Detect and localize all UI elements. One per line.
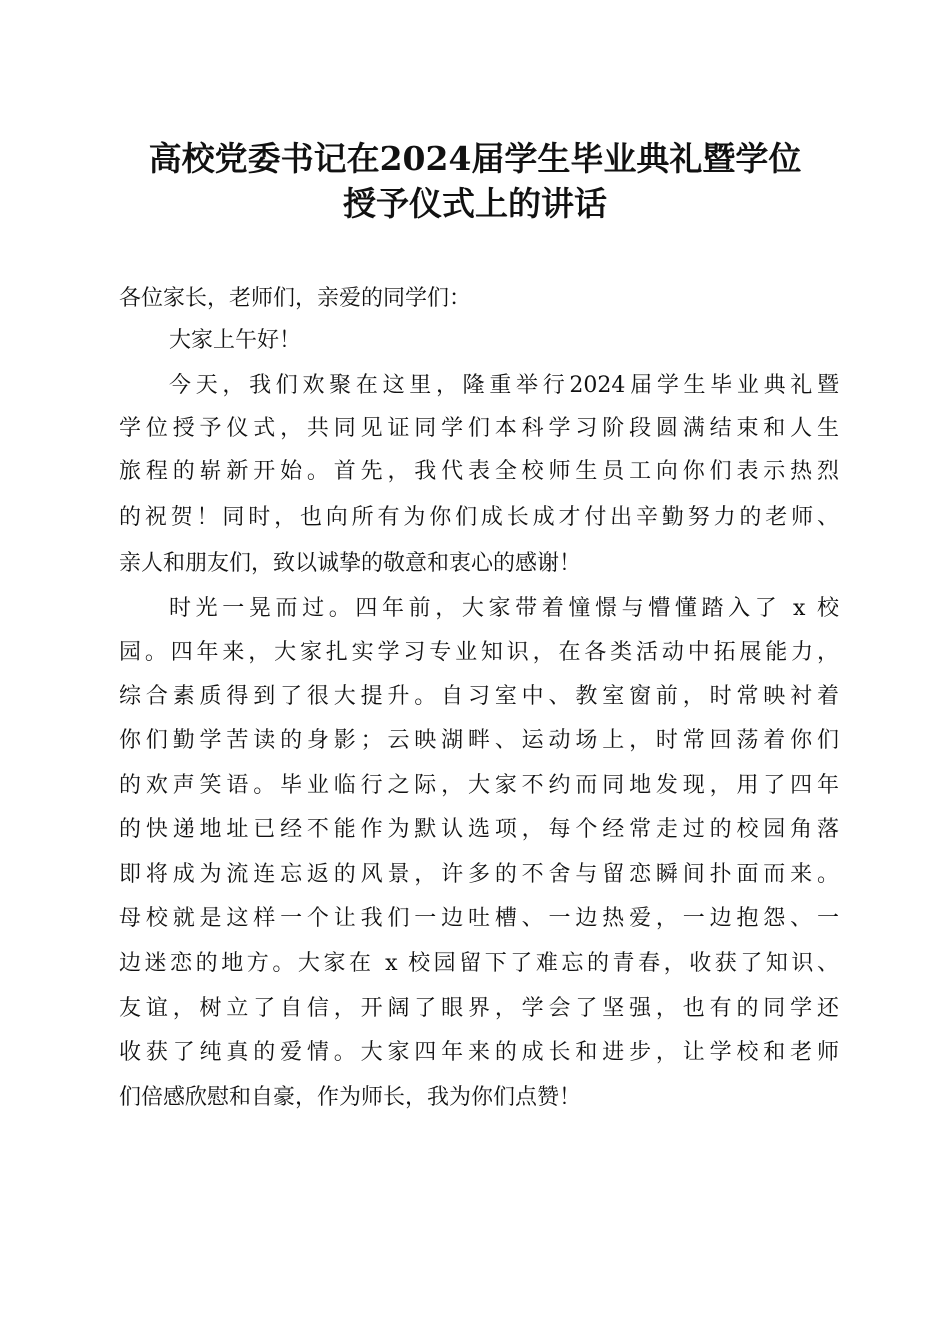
paragraph-1-line-2: 学位授予仪式，共同见证同学们本科学习阶段圆满结束和人生 (119, 416, 839, 441)
paragraph-2-line-7: 即将成为流连忘返的风景，许多的不舍与留恋瞬间扑面而来。 (119, 862, 839, 887)
paragraph-2-line-1: 时光一晃而过。四年前，大家带着憧憬与懵懂踏入了 x 校 (169, 596, 839, 621)
paragraph-2-line-10: 友谊，树立了自信，开阔了眼界，学会了坚强，也有的同学还 (119, 996, 839, 1021)
document-title-line-1: 高校党委书记在2024届学生毕业典礼暨学位 (148, 139, 802, 178)
paragraph-2-line-5: 的欢声笑语。毕业临行之际，大家不约而同地发现，用了四年 (119, 773, 839, 798)
paragraph-2-line-9: 边迷恋的地方。大家在 x 校园留下了难忘的青春，收获了知识、 (119, 951, 839, 976)
paragraph-2-line-12: 们倍感欣慰和自豪，作为师长，我为你们点赞！ (119, 1085, 582, 1110)
paragraph-2-line-8: 母校就是这样一个让我们一边吐槽、一边热爱，一边抱怨、一 (119, 906, 839, 931)
salutation: 各位家长，老师们，亲爱的同学们： (119, 286, 472, 311)
paragraph-1-line-3: 旅程的崭新开始。首先，我代表全校师生员工向你们表示热烈 (119, 459, 839, 484)
paragraph-2-line-2: 园。四年来，大家扎实学习专业知识，在各类活动中拓展能力， (119, 640, 839, 665)
document-title-line-2: 授予仪式上的讲话 (343, 184, 607, 223)
paragraph-2-line-11: 收获了纯真的爱情。大家四年来的成长和进步，让学校和老师 (119, 1040, 839, 1065)
paragraph-1-line-5: 亲人和朋友们，致以诚挚的敬意和衷心的感谢！ (119, 551, 582, 576)
greeting: 大家上午好！ (169, 328, 302, 353)
paragraph-1-line-4: 的祝贺！同时，也向所有为你们成长成才付出辛勤努力的老师、 (119, 505, 839, 530)
paragraph-2-line-6: 的快递地址已经不能作为默认选项，每个经常走过的校园角落 (119, 817, 839, 842)
paragraph-2-line-3: 综合素质得到了很大提升。自习室中、教室窗前，时常映衬着 (119, 684, 839, 709)
paragraph-2-line-4: 你们勤学苦读的身影；云映湖畔、运动场上，时常回荡着你们 (119, 728, 839, 753)
paragraph-1-line-1: 今天，我们欢聚在这里，隆重举行2024届学生毕业典礼暨 (169, 373, 839, 398)
